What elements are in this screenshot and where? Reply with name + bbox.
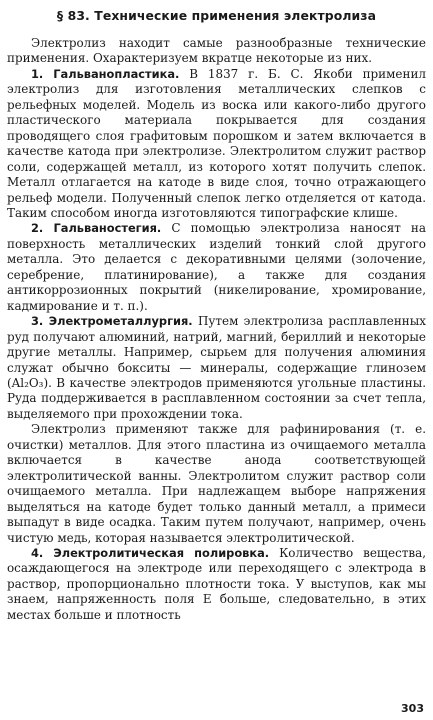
paragraph-text: Электролиз применяют также для рафинирования (т. е. очистки) металлов. Для этого пластина из очищаемого металла включается в качестве анода соответствующей электролитической ванны. Электролитом служит раствор соли очищаемого металла. При надлежащем выборе напряжения выделяться на катоде будет только данный металл, а примеси выпадут в виде осадка. Таким путем получают, например, очень чистую медь, которая называется электролитической. [7, 422, 426, 545]
paragraph-lead: 3. Электрометаллургия. [31, 314, 193, 329]
paragraph-refining [7, 422, 426, 546]
section-heading: § 83. Технические применения электролиза [56, 8, 377, 23]
paragraph-intro [7, 36, 426, 67]
paragraph-text: В 1837 г. Б. С. Якоби применил электролиз для изготовления металлических слепков с рельефных моделей. Модель из воска или какого-либо другого пластического материала покрывается для создания проводящего слоя графитовым порошком и затем включается в качестве катода при электролизе. Электролитом служит раствор соли, содержащей металл, из которого хотят получить слепок. Металл отлагается на катоде в виде слоя, точно отражающего рельеф модели. Полученный слепок легко отделяется от катода. Таким способом иногда изготовляются типографские клише. [7, 66, 426, 220]
paragraph-text: Количество вещества, осаждающегося на электроде или переходящего с электрода в раствор, пропорционально плотности тока. У выступов, как мы знаем, напряженность поля E больше, следовательно, в этих местах больше и плотность [7, 545, 426, 622]
paragraph-electropolishing [7, 546, 426, 623]
book-page [7, 6, 426, 714]
paragraph-lead: 4. Электролитическая полировка. [31, 545, 270, 560]
paragraph-electrometallurgy [7, 314, 426, 422]
paragraph-text: Электролиз находит самые разнообразные технические применения. Охарактеризуем вкратце некоторые из них. [7, 36, 426, 66]
paragraph-lead: 1. Гальванопластика. [31, 66, 180, 81]
paragraph-text: С помощью электролиза наносят на поверхность металлических изделий тонкий слой другого металла. Это делается с декоративными целями (золочение, серебрение, платинирование), а также для создания антикоррозионных покрытий (никелирование, хромирование, кадмирование и т. п.). [7, 221, 427, 313]
paragraph-lead: 2. Гальваностегия. [31, 221, 162, 236]
section-body [7, 36, 426, 623]
paragraph-electroforming [7, 67, 426, 222]
page-number: 303 [401, 702, 424, 715]
paragraph-electroplating [7, 221, 426, 314]
paragraph-text: Путем электролиза расплавленных руд получают алюминий, натрий, магний, бериллий и некоторые другие металлы. Например, сырьем для получения алюминия служат обычно бокситы — минералы, содержащие глинозем (Al₂O₃). В качестве электродов применяются угольные пластины. Руда поддерживается в расплавленном состоянии за счет тепла, выделяемого при прохождении тока. [7, 314, 426, 421]
